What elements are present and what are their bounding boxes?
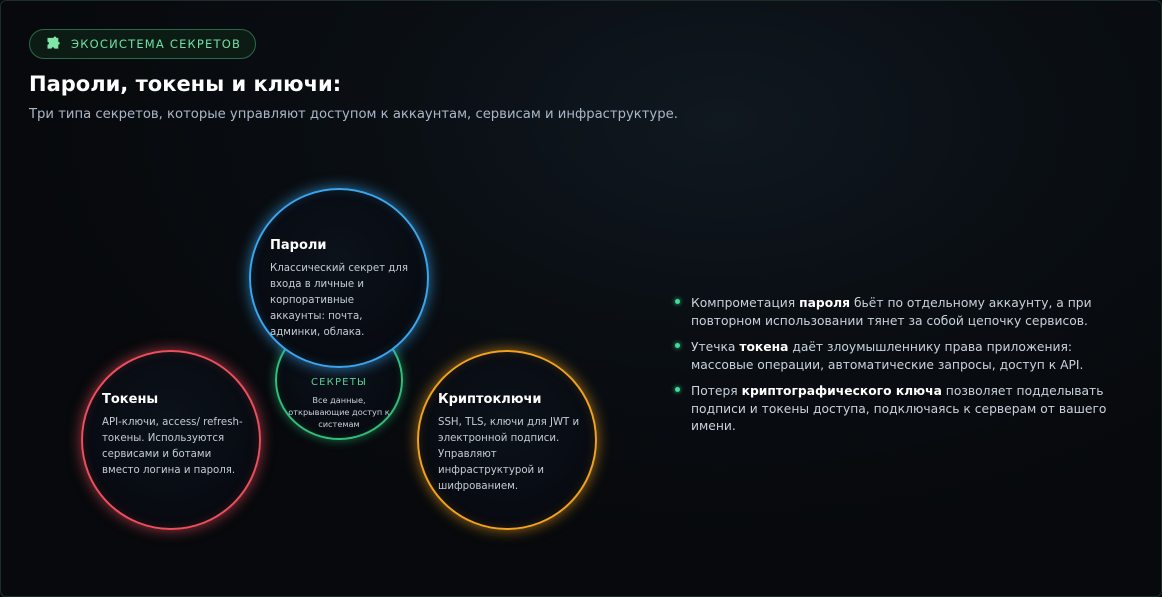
cryptokeys-circle: [417, 350, 597, 530]
passwords-circle: [249, 188, 429, 368]
bullet-dot-icon: [675, 343, 680, 348]
section-badge: [29, 29, 256, 59]
bullet-dot-icon: [675, 299, 680, 304]
page-title: Пароли, токены и ключи:: [29, 72, 342, 96]
cryptokeys-description: SSH, TLS, ключи для JWT и электронной подписи. Управляют инфраструктурой и шифрованием.: [438, 417, 580, 492]
fact-text-before: Утечка: [691, 340, 740, 354]
fact-text-bold: криптографического ключа: [741, 384, 942, 398]
list-item: [675, 383, 1135, 436]
secrets-core-description: Все данные, открывающие доступ к системам: [288, 395, 390, 429]
badge-label: ЭКОСИСТЕМА СЕКРЕТОВ: [71, 37, 242, 51]
cryptokeys-title: Криптоключи: [438, 392, 542, 407]
fact-text-before: Потеря: [691, 384, 742, 398]
list-item: [675, 339, 1135, 374]
tokens-title: Токены: [102, 392, 159, 407]
bullet-dot-icon: [675, 387, 680, 392]
fact-text-bold: пароля: [799, 296, 851, 310]
fact-text-bold: токена: [739, 340, 789, 354]
page-subtitle: Три типа секретов, которые управляют доступом к аккаунтам, сервисам и инфраструктуре.: [29, 107, 678, 122]
list-item: [675, 295, 1135, 330]
passwords-description: Классический секрет для входа в личные и корпоративные аккаунты: почта, админки, облака.: [270, 263, 408, 338]
secrets-core-label: СЕКРЕТЫ: [310, 377, 368, 388]
passwords-title: Пароли: [270, 238, 327, 253]
fact-text-after: даёт злоумышленнику права приложения: массовые операции, автоматические запросы, доступ к API.: [691, 340, 1084, 372]
fact-text-before: Компрометация: [691, 296, 800, 310]
puzzle-icon: [44, 35, 62, 53]
tokens-circle: [81, 350, 261, 530]
fact-text-after: бьёт по отдельному аккаунту, а при повторном использовании тянет за собой цепочку сервисов.: [691, 296, 1092, 328]
impact-list: [675, 295, 1135, 445]
tokens-description: API-ключи, access/ refresh-токены. Используются сервисами и ботами вместо логина и пароля.: [102, 417, 243, 476]
fact-text-after: позволяет подделывать подписи и токены доступа, подключаясь к серверам от вашего имени.: [691, 384, 1107, 433]
